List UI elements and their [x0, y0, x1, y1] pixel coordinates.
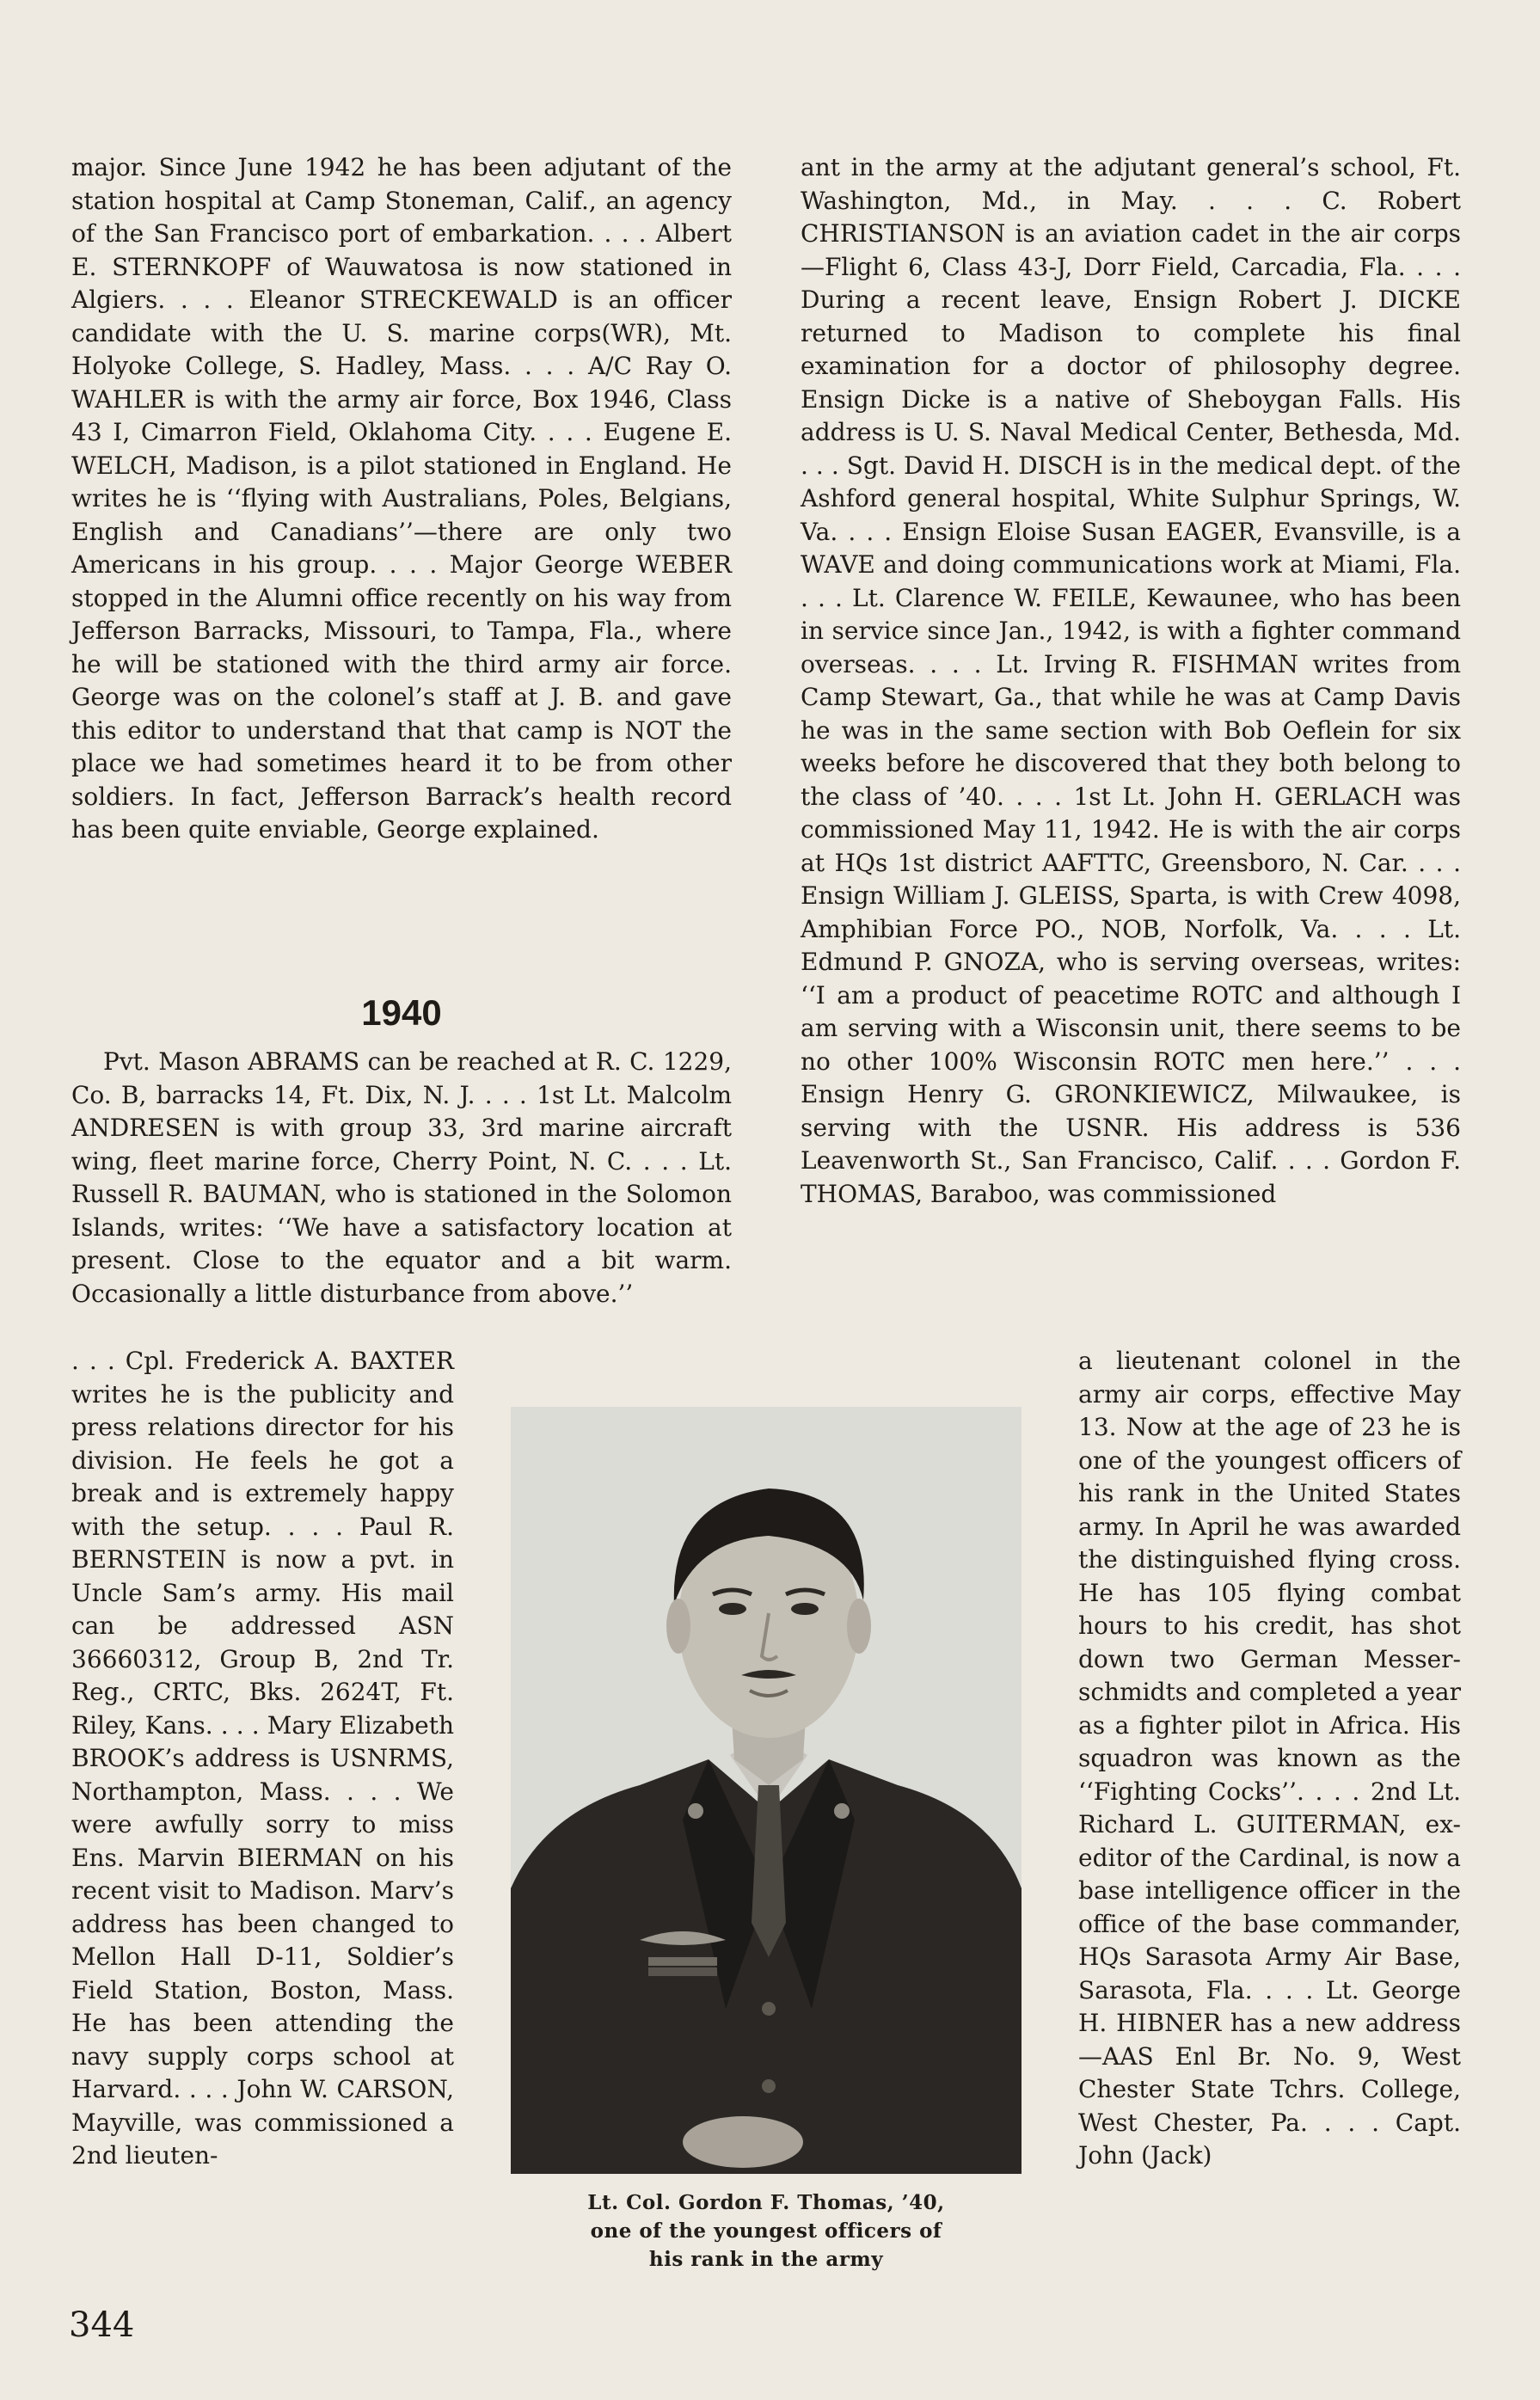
paragraph-class-1940-left: . . . Cpl. Frederick A. BAXTER writes he is the publicity and press relations director for his division. He feels he got a break and is extremely happy with the setup. . . . Paul R. BERNSTEIN is now a pvt. in Uncle Sam’s army. His mail can be addressed ASN 36660312, Group B, 2nd Tr. Reg., CRTC, Bks. 2624T, Ft. Riley, Kans. . . . Mary Elizabeth BROOK’s address is USNRMS, Northampton, Mass. . . . We were awfully sorry to miss Ens. Marvin BIERMAN on his recent visit to Madison. Marv’s address has been changed to Mellon Hall D-11, Soldier’s Field Station, Boston, Mass. He has been attending the navy supply corps school at Harvard. . . . John W. CARSON, Mayville, was commissioned a 2nd lieuten-	[71, 1347, 454, 2170]
paragraph-class-notes-continued: major. Since June 1942 he has been adjutant of the station hospital at Camp Stoneman, Calif., an agency of the San Francisco port of embarkation. . . . Albert E. STERNKOPF of Wauwatosa is now stationed in Algiers. . . . Eleanor STRECKEWALD is an officer candidate with the U. S. marine corps(WR), Mt. Holyoke College, S. Hadley, Mass. . . . A/C Ray O. WAHLER is with the army air force, Box 1946, Class 43 I, Cimarron Field, Oklahoma City. . . . Eugene E. WELCH, Madison, is a pilot stationed in England. He writes he is ‘‘flying with Australians, Poles, Belgians, English and Canadians’’—there are only two Americans in his group. . . . Major George WEBER stopped in the Alumni office recently on his way from Jefferson Barracks, Missouri, to Tampa, Fla., where he will be stationed with the third army air force. George was on the colonel’s staff at J. B. and gave this editor to understand that that camp is NOT the place we had sometimes heard it to be from other soldiers. In fact, Jefferson Barrack’s health record has been quite enviable, George explained.	[71, 153, 732, 844]
column-right-narrow	[1078, 1345, 1461, 2173]
portrait-illustration	[511, 1407, 1022, 2174]
column-left-mid	[71, 1046, 732, 1310]
class-year-heading: 1940	[361, 992, 442, 1033]
caption-line: his rank in the army	[648, 2248, 884, 2271]
photo-caption	[511, 2188, 1022, 2274]
column-right-top	[801, 151, 1461, 1211]
portrait-photo	[511, 1407, 1022, 2174]
page-number: 344	[69, 2305, 135, 2345]
column-left-narrow	[71, 1345, 454, 2173]
paragraph-class-1940-intro: Pvt. Mason ABRAMS can be reached at R. C. 1229, Co. B, barracks 14, Ft. Dix, N. J. . . . 1st Lt. Malcolm ANDRESEN is with group 33, 3rd marine aircraft wing, fleet marine force, Cherry Point, N. C. . . . Lt. Russell R. BAUMAN, who is stationed in the Solomon Islands, writes: ‘‘We have a satisfactory location at present. Close to the equator and a bit warm. Occasionally a little disturbance from above.’’	[71, 1047, 732, 1308]
caption-line: one of the youngest officers of	[590, 2219, 942, 2243]
paragraph-class-1940-right: ant in the army at the adjutant general’s school, Ft. Washington, Md., in May. . . . C. Robert CHRISTIANSON is an aviation cadet in the air corps—Flight 6, Class 43-J, Dorr Field, Carcadia, Fla. . . . During a recent leave, Ensign Robert J. DICKE returned to Madison to complete his final examination for a doctor of philosophy degree. Ensign Dicke is a native of Sheboygan Falls. His address is U. S. Naval Medical Center, Bethesda, Md. . . . Sgt. David H. DISCH is in the medical dept. of the Ashford general hospital, White Sulphur Springs, W. Va. . . . Ensign Eloise Susan EAGER, Evansville, is a WAVE and doing communications work at Miami, Fla. . . . Lt. Clarence W. FEILE, Kewaunee, who has been in service since Jan., 1942, is with a fighter command overseas. . . . Lt. Irving R. FISHMAN writes from Camp Stewart, Ga., that while he was at Camp Davis he was in the same section with Bob Oeflein for six weeks before he discovered that they both belong to the class of ’40. . . . 1st Lt. John H. GERLACH was commissioned May 11, 1942. He is with the air corps at HQs 1st district AAFTTC, Greensboro, N. Car. . . . Ensign William J. GLEISS, Sparta, is with Crew 4098, Amphibian Force PO., NOB, Norfolk, Va. . . . Lt. Edmund P. GNOZA, who is serving overseas, writes: ‘‘I am a product of peacetime ROTC and although I am serving with a Wisconsin unit, there seems to be no other 100% Wisconsin ROTC men here.’’ . . . Ensign Henry G. GRONKIEWICZ, Milwaukee, is serving with the USNR. His address is 536 Leavenworth St., San Francisco, Calif. . . . Gordon F. THOMAS, Baraboo, was commissioned	[801, 153, 1461, 1208]
column-left-top	[71, 151, 732, 847]
paragraph-class-1940-right-narrow: a lieutenant colonel in the army air corps, effective May 13. Now at the age of 23 he is one of the youngest officers of his rank in the United States army. In April he was awarded the distinguished flying cross. He has 105 flying combat hours to his credit, has shot down two German Messerschmidts and completed a year as a fighter pilot in Africa. His squadron was known as the ‘‘Fighting Cocks’’. . . . 2nd Lt. Richard L. GUITERMAN, ex-editor of the Cardinal, is now a base intelligence officer in the office of the base commander, HQs Sarasota Army Air Base, Sarasota, Fla. . . . Lt. George H. HIBNER has a new address—AAS Enl Br. No. 9, West Chester State Tchrs. College, West Chester, Pa. . . . Capt. John (Jack)	[1078, 1347, 1461, 2170]
caption-line: Lt. Col. Gordon F. Thomas, ’40,	[587, 2191, 945, 2214]
